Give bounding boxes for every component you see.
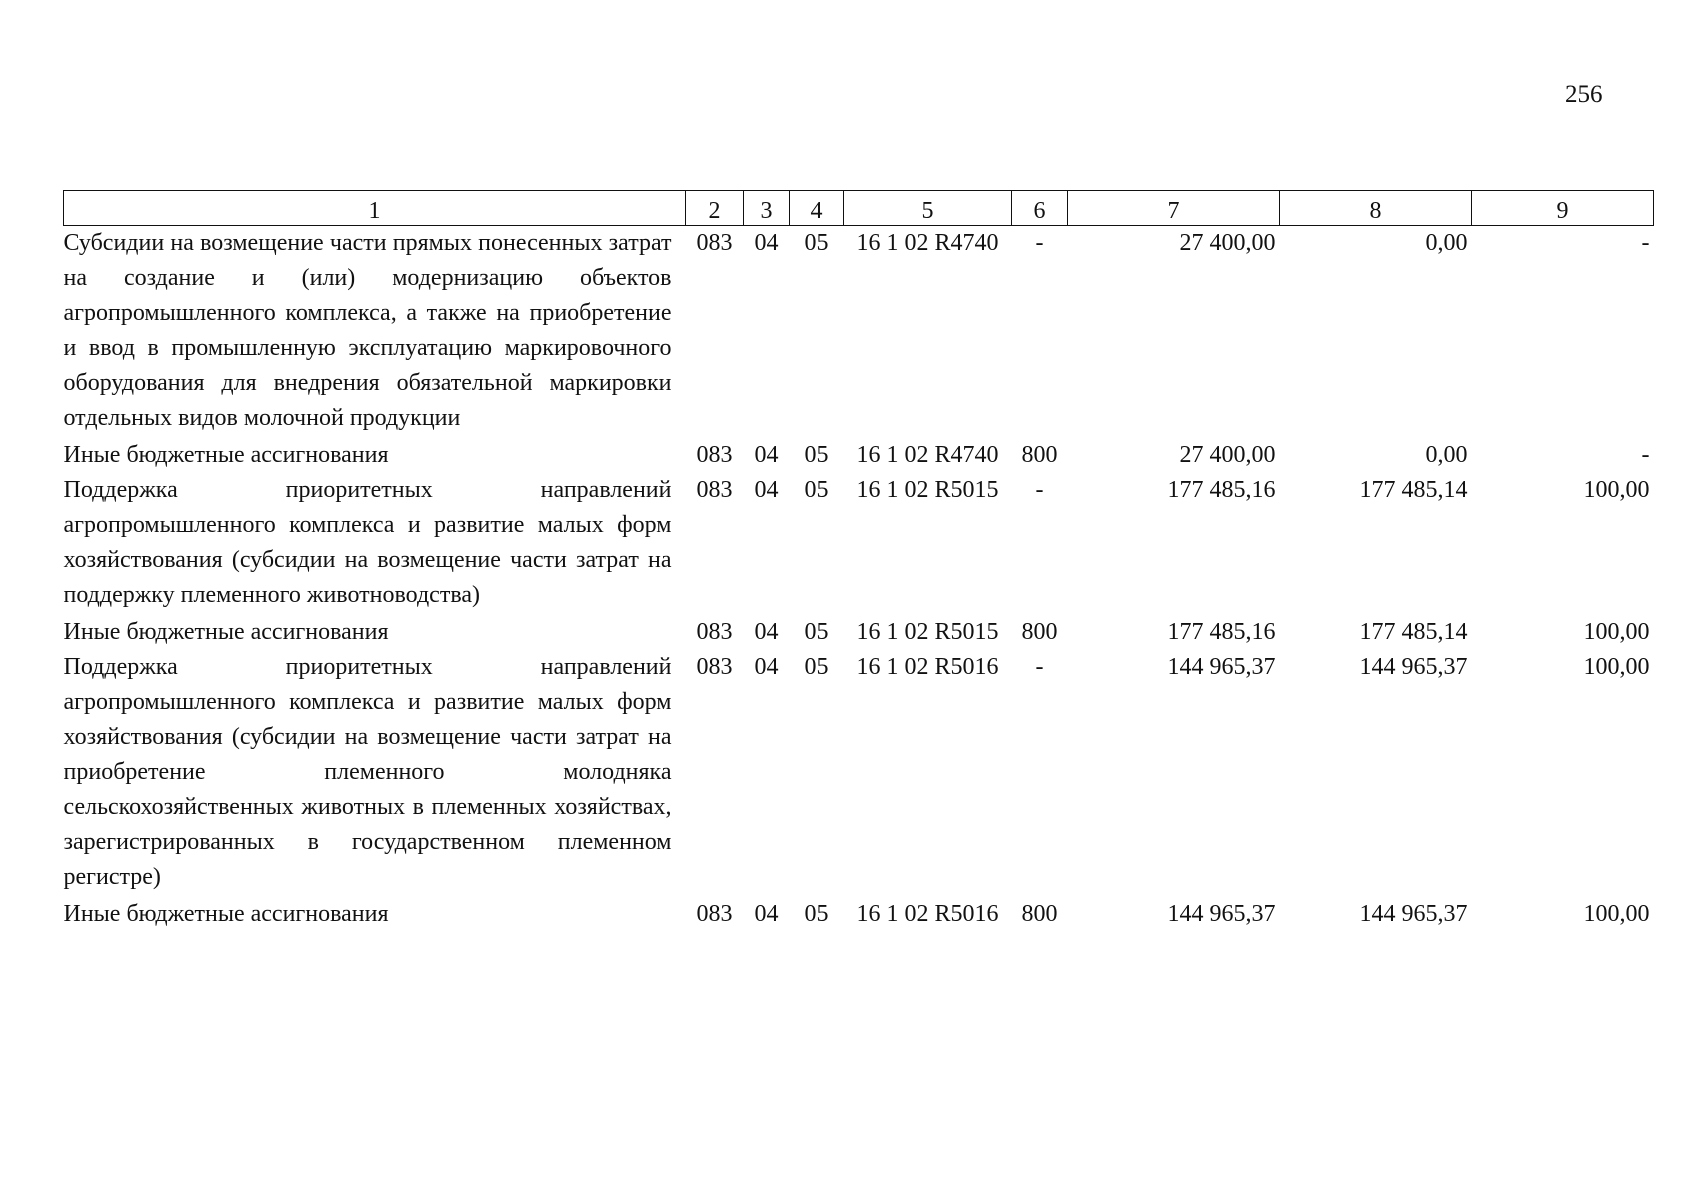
row-cell-9: 100,00 [1583,477,1650,503]
row-cell-9: 100,00 [1583,901,1650,927]
header-col-9: 9 [1472,191,1654,226]
table-row [64,650,1654,895]
row-cell-2: 083 [696,654,733,680]
row-cell-8: 0,00 [1425,442,1468,468]
row-cell-9: 100,00 [1583,619,1650,645]
table-row [64,895,1654,932]
row-cell-3: 04 [754,477,779,503]
row-description: Иные бюджетные ассигнования [63,619,389,645]
row-cell-5: 16 1 02 R5016 [856,654,999,680]
row-cell-9: - [1641,230,1650,256]
row-cell-6: 800 [1021,619,1058,645]
header-col-8: 8 [1280,191,1472,226]
table-header [64,191,1654,226]
row-cell-5: 16 1 02 R4740 [856,442,999,468]
header-col-5: 5 [844,191,1012,226]
row-cell-2: 083 [696,230,733,256]
table-body [64,226,1654,933]
row-cell-2: 083 [696,619,733,645]
row-cell-8: 177 485,14 [1359,619,1468,645]
row-cell-6: - [1035,654,1044,680]
row-cell-4: 05 [804,477,829,503]
row-cell-4: 05 [804,654,829,680]
row-cell-5: 16 1 02 R5016 [856,901,999,927]
row-cell-6: 800 [1021,442,1058,468]
row-cell-3: 04 [754,442,779,468]
row-description: Иные бюджетные ассигнования [63,901,389,927]
row-cell-5: 16 1 02 R5015 [856,619,999,645]
row-cell-6: - [1035,477,1044,503]
row-cell-7: 177 485,16 [1167,619,1276,645]
header-col-4: 4 [790,191,844,226]
header-col-1: 1 [64,191,686,226]
row-cell-5: 16 1 02 R5015 [856,477,999,503]
row-cell-4: 05 [804,901,829,927]
row-cell-4: 05 [804,619,829,645]
row-cell-8: 177 485,14 [1359,477,1468,503]
row-cell-6: - [1035,230,1044,256]
row-cell-7: 27 400,00 [1179,230,1276,256]
row-cell-9: 100,00 [1583,654,1650,680]
row-description: Поддержка приоритетных направлений агропромышленного комплекса и развитие малых форм хозяйствования (субсидии на возмещение части затрат на поддержку племенного животноводства) [63,477,672,608]
row-cell-2: 083 [696,901,733,927]
header-col-2: 2 [686,191,744,226]
row-cell-4: 05 [804,230,829,256]
page-number: 256 [1565,81,1603,108]
row-cell-9: - [1641,442,1650,468]
row-cell-7: 177 485,16 [1167,477,1276,503]
header-col-7: 7 [1068,191,1280,226]
row-cell-8: 144 965,37 [1359,654,1468,680]
budget-table [63,190,1654,932]
table-row [64,473,1654,613]
header-col-3: 3 [744,191,790,226]
row-cell-5: 16 1 02 R4740 [856,230,999,256]
row-cell-3: 04 [754,901,779,927]
row-cell-7: 27 400,00 [1179,442,1276,468]
row-cell-3: 04 [754,619,779,645]
row-cell-7: 144 965,37 [1167,901,1276,927]
row-cell-6: 800 [1021,901,1058,927]
row-cell-8: 0,00 [1425,230,1468,256]
header-row [64,191,1654,226]
row-cell-7: 144 965,37 [1167,654,1276,680]
row-description: Поддержка приоритетных направлений агропромышленного комплекса и развитие малых форм хозяйствования (субсидии на возмещение части затрат на приобретение племенного молодняка сельскохозяйственных животных в племенных хозяйствах, зарегистрированных в государственном племенном регистре) [63,654,672,890]
row-cell-4: 05 [804,442,829,468]
row-cell-3: 04 [754,230,779,256]
row-description: Субсидии на возмещение части прямых понесенных затрат на создание и (или) модернизацию объектов агропромышленного комплекса, а также на приобретение и ввод в промышленную эксплуатацию маркировочного оборудования для внедрения обязательной маркировки отдельных видов молочной продукции [63,230,672,431]
table-row [64,226,1654,437]
table-row [64,613,1654,650]
table-row [64,436,1654,473]
row-cell-2: 083 [696,477,733,503]
row-cell-8: 144 965,37 [1359,901,1468,927]
row-description: Иные бюджетные ассигнования [63,442,389,468]
header-col-6: 6 [1012,191,1068,226]
row-cell-2: 083 [696,442,733,468]
row-cell-3: 04 [754,654,779,680]
